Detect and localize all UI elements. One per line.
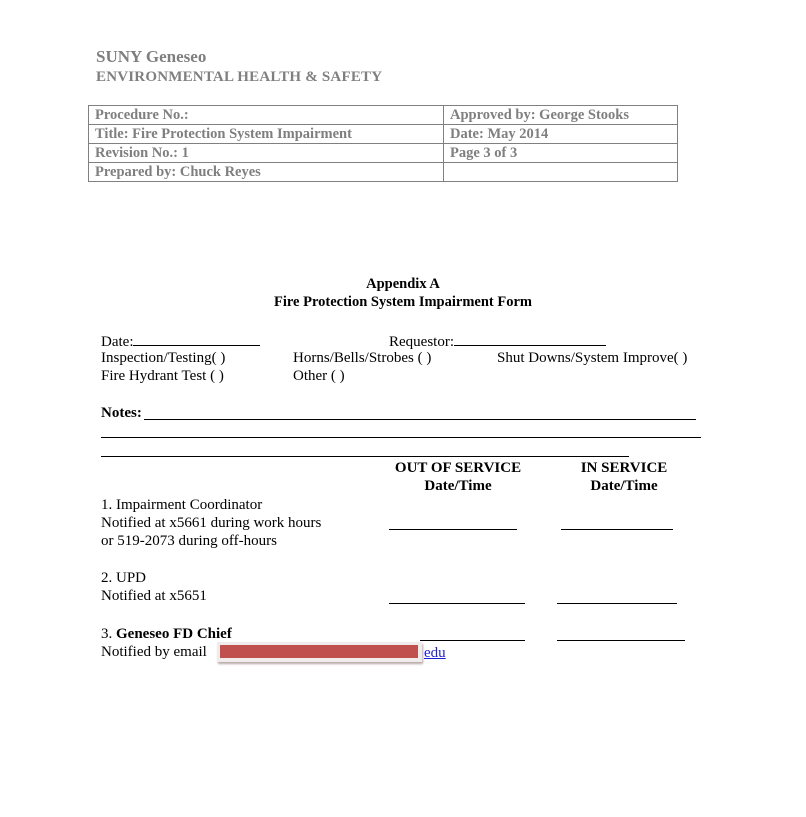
item-contact: Notified at x5661 during work hours [101,515,322,531]
option-other[interactable]: Other ( ) [293,368,345,384]
procedure-number: Procedure No.: [89,106,444,125]
redaction-bar [220,645,418,658]
in-service-header [562,459,686,495]
notes-line-2[interactable] [101,437,701,438]
item-impairment-coordinator [101,496,321,550]
date-label: Date: [101,334,134,350]
item1-out-of-service-blank[interactable] [389,529,517,530]
in-service-subtitle: Date/Time [590,478,658,494]
notes-label: Notes: [101,405,142,421]
item-upd [101,569,207,605]
item2-out-of-service-blank[interactable] [389,603,525,604]
item-contact-label: Notified by email [101,644,207,660]
org-name: SUNY Geneseo [96,47,207,66]
procedure-title: Title: Fire Protection System Impairment [89,125,444,144]
item-fd-chief [101,625,232,661]
out-of-service-title: OUT OF SERVICE [394,460,522,476]
procedure-info-table [88,105,678,182]
table-row [89,106,678,125]
out-of-service-header [380,459,536,495]
item3-in-service-blank[interactable] [557,640,685,641]
email-link[interactable]: edu [424,645,446,661]
prepared-by: Prepared by: Chuck Reyes [89,163,444,182]
in-service-title: IN SERVICE [580,460,668,476]
table-row [89,144,678,163]
table-row [89,125,678,144]
procedure-date: Date: May 2014 [444,125,678,144]
revision-number: Revision No.: 1 [89,144,444,163]
item-title-bold: Geneseo FD Chief [116,626,232,642]
requestor-field[interactable] [389,331,606,351]
notes-line-1[interactable] [144,419,696,420]
date-blank[interactable] [133,331,260,346]
option-inspection-testing[interactable]: Inspection/Testing( ) [101,350,226,366]
item-contact-offhours: or 519-2073 during off-hours [101,533,277,549]
appendix-heading: Appendix A [366,276,440,292]
out-of-service-subtitle: Date/Time [424,478,492,494]
approved-by: Approved by: George Stooks [444,106,678,125]
item1-in-service-blank[interactable] [561,529,673,530]
option-fire-hydrant-test[interactable]: Fire Hydrant Test ( ) [101,368,224,384]
redacted-email [217,642,422,662]
form-title: Fire Protection System Impairment Form [274,294,532,310]
notes-line-3[interactable] [101,456,629,457]
requestor-label: Requestor: [389,334,454,350]
item-title: 1. Impairment Coordinator [101,497,263,513]
option-shutdowns[interactable]: Shut Downs/System Improve( ) [497,350,688,366]
date-field[interactable] [101,331,260,351]
item3-out-of-service-blank[interactable] [420,640,525,641]
table-row [89,163,678,182]
item-contact [101,643,232,661]
requestor-blank[interactable] [454,331,606,346]
item-contact: Notified at x5651 [101,588,207,604]
option-horns-bells-strobes[interactable]: Horns/Bells/Strobes ( ) [293,350,432,366]
page-number: Page 3 of 3 [444,144,678,163]
item2-in-service-blank[interactable] [557,603,677,604]
department-name: ENVIRONMENTAL HEALTH & SAFETY [96,69,383,85]
item-title [101,625,232,643]
item-number: 3. [101,626,116,642]
item-title: 2. UPD [101,570,147,586]
empty-cell [444,163,678,182]
